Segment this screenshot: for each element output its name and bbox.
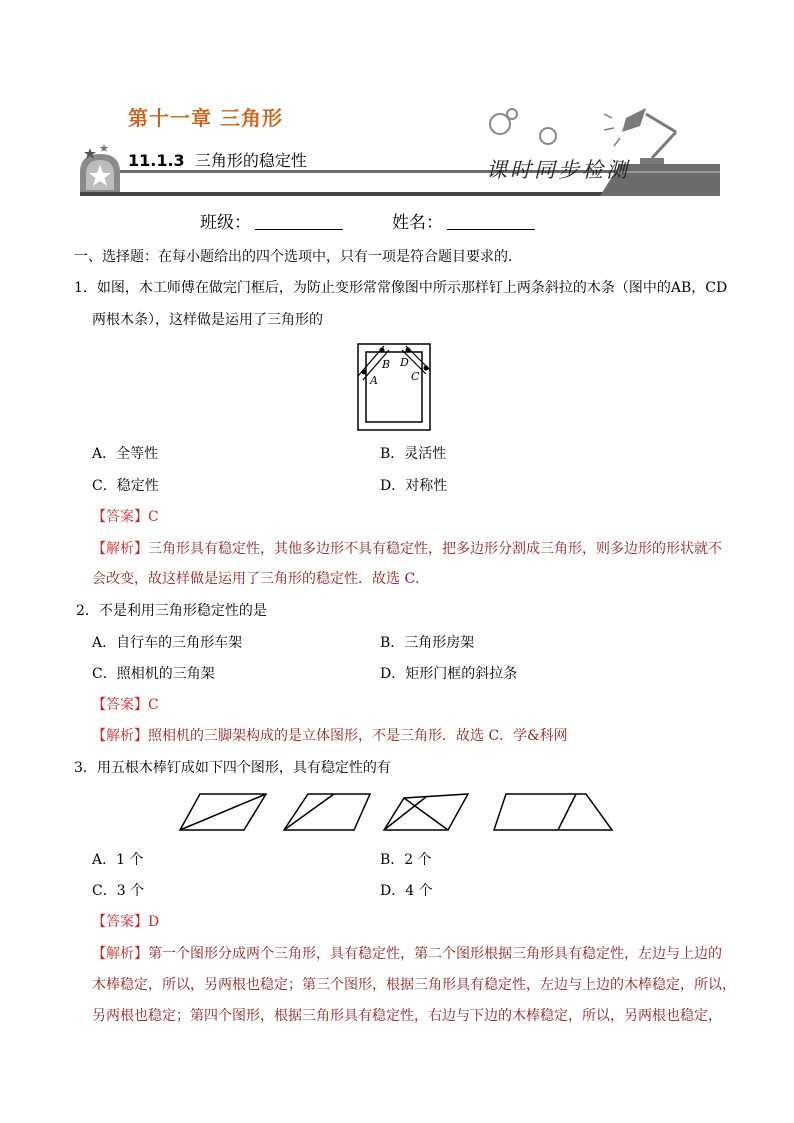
class-label: 班级： bbox=[200, 213, 251, 233]
instructions: 一、选择题：在每小题给出的四个选项中，只有一项是符合题目要求的． bbox=[74, 249, 522, 265]
label-c: C bbox=[411, 370, 420, 383]
answer-value: C bbox=[148, 509, 159, 525]
q1-option-a[interactable]: A．全等性 bbox=[92, 446, 159, 462]
bubble-icon bbox=[490, 109, 556, 144]
q3-analysis-line2: 木棒稳定，所以，另两根也稳定；第三个图形，根据三角形具有稳定性，左边与上边的木棒稳定，所以， bbox=[92, 977, 736, 993]
q1-door-frame-figure bbox=[354, 340, 436, 434]
class-field bbox=[200, 208, 343, 233]
header-decoration bbox=[0, 0, 794, 200]
q2-option-b[interactable]: B．三角形房架 bbox=[380, 635, 475, 651]
star-badge-icon bbox=[80, 144, 120, 192]
q3-stem: 3．用五根木棒钉成如下四个图形，具有稳定性的有 bbox=[74, 760, 391, 776]
q3-option-b[interactable]: B．2 个 bbox=[380, 852, 432, 868]
label-d: D bbox=[400, 356, 409, 369]
shape-3 bbox=[384, 794, 468, 830]
banner-title: 课时同步检测 bbox=[486, 158, 630, 182]
analysis-tag: 【解析】 bbox=[92, 946, 148, 962]
q3-option-a[interactable]: A．1 个 bbox=[92, 852, 144, 868]
q1-stem-line2: 两根木条），这样做是运用了三角形的 bbox=[92, 312, 323, 328]
name-blank[interactable] bbox=[447, 213, 535, 230]
analysis-tag: 【解析】 bbox=[92, 541, 148, 557]
q1-option-b[interactable]: B．灵活性 bbox=[380, 446, 447, 462]
shape-4 bbox=[494, 794, 612, 830]
point-c bbox=[424, 366, 429, 371]
q1-option-c[interactable]: C．稳定性 bbox=[92, 478, 159, 494]
inner-frame bbox=[366, 352, 422, 422]
q3-option-d[interactable]: D．4 个 bbox=[380, 883, 433, 899]
point-d bbox=[406, 348, 411, 353]
label-a: A bbox=[370, 374, 378, 387]
outer-frame bbox=[358, 344, 430, 430]
shape-2 bbox=[284, 794, 370, 830]
answer-tag: 【答案】 bbox=[92, 914, 148, 930]
shape-1 bbox=[180, 794, 266, 830]
answer-value: C bbox=[148, 697, 159, 713]
analysis-text: 第一个图形分成两个三角形，具有稳定性，第二个图形根据三角形具有稳定性，左边与上边的 bbox=[148, 946, 722, 962]
q2-answer bbox=[92, 695, 159, 715]
point-b bbox=[380, 348, 385, 353]
answer-tag: 【答案】 bbox=[92, 509, 148, 525]
chapter-title: 第十一章 三角形 bbox=[128, 106, 283, 130]
section-name: 三角形的稳定性 bbox=[194, 151, 307, 170]
class-blank[interactable] bbox=[255, 213, 343, 230]
answer-tag: 【答案】 bbox=[92, 697, 148, 713]
q2-stem: 2．不是利用三角形稳定性的是 bbox=[76, 603, 267, 619]
label-b: B bbox=[382, 358, 391, 371]
q2-option-d[interactable]: D．矩形门框的斜拉条 bbox=[380, 666, 518, 682]
section-title bbox=[128, 148, 307, 171]
q2-option-a[interactable]: A．自行车的三角形车架 bbox=[92, 635, 243, 651]
q2-option-c[interactable]: C．照相机的三角架 bbox=[92, 666, 215, 682]
answer-value: D bbox=[148, 914, 160, 930]
analysis-tag: 【解析】 bbox=[92, 728, 148, 744]
q3-shapes-figure bbox=[176, 790, 618, 834]
name-label: 姓名： bbox=[392, 213, 443, 233]
q1-answer bbox=[92, 507, 159, 527]
name-field bbox=[392, 208, 535, 233]
q1-analysis-line2: 会改变，故这样做是运用了三角形的稳定性．故选 C． bbox=[92, 571, 430, 587]
q3-analysis-line3: 另两根也稳定；第四个图形，根据三角形具有稳定性，右边与下边的木棒稳定，所以，另两根也稳定， bbox=[92, 1008, 722, 1024]
q3-answer bbox=[92, 912, 159, 932]
q3-option-c[interactable]: C．3 个 bbox=[92, 883, 145, 899]
q2-analysis-line1 bbox=[92, 726, 568, 746]
analysis-text: 照相机的三脚架构成的是立体图形，不是三角形．故选 C．学&科网 bbox=[148, 728, 568, 744]
q1-option-d[interactable]: D．对称性 bbox=[380, 478, 448, 494]
analysis-text: 三角形具有稳定性，其他多边形不具有稳定性，把多边形分割成三角形，则多边形的形状就不 bbox=[148, 541, 722, 557]
q1-stem-line1: 1．如图，木工师傅在做完门框后，为防止变形常常像图中所示那样钉上两条斜拉的木条（图中的AB，CD bbox=[74, 280, 728, 296]
q1-analysis-line1 bbox=[92, 539, 722, 559]
section-number: 11.1.3 bbox=[128, 151, 185, 170]
q3-analysis-line1 bbox=[92, 944, 722, 964]
point-a bbox=[362, 370, 367, 375]
